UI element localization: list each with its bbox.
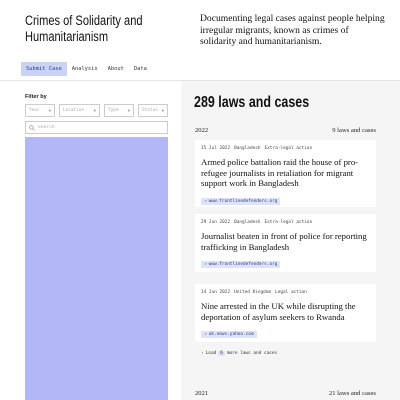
case-card[interactable] xyxy=(195,214,376,272)
source-link[interactable] xyxy=(201,331,257,338)
case-country: Bangladesh xyxy=(234,220,261,225)
load-more-count: 6 xyxy=(220,351,223,356)
filter-label: Filter by xyxy=(25,94,47,100)
filter-panel xyxy=(0,81,181,400)
type-select[interactable] xyxy=(104,104,134,117)
source-link[interactable] xyxy=(201,261,280,268)
nav-data[interactable]: Data xyxy=(133,66,147,72)
site-title[interactable]: Crimes of Solidarity and Humanitarianism xyxy=(25,13,143,44)
case-country: Bangladesh xyxy=(234,146,261,151)
load-more-suffix: more laws and cases xyxy=(226,351,278,356)
year-header-2021 xyxy=(195,390,376,397)
year-count: 21 laws and cases xyxy=(328,390,376,397)
case-type: Extra-legal action xyxy=(264,220,313,225)
link-icon: ⇒ xyxy=(204,332,207,338)
year-label: 2021 xyxy=(195,390,209,397)
case-title[interactable]: Journalist beaten in front of police for reporting trafficking in Bangladesh xyxy=(201,231,367,252)
site-header xyxy=(0,0,400,60)
search-box[interactable] xyxy=(25,121,168,134)
nav-submit-case[interactable]: Submit Case xyxy=(21,62,67,76)
status-select[interactable] xyxy=(138,104,168,117)
case-card[interactable] xyxy=(195,284,376,342)
case-meta xyxy=(201,220,370,225)
year-count: 9 laws and cases xyxy=(332,127,376,134)
year-label: 2022 xyxy=(195,127,209,134)
year-select[interactable] xyxy=(25,104,55,117)
source-link[interactable] xyxy=(201,198,280,205)
year-select-label: Year xyxy=(29,108,40,113)
site-description: Documenting legal cases against people helping irregular migrants, known as crimes of solidarity and humanitarianism. xyxy=(200,13,385,47)
case-meta xyxy=(201,290,370,295)
chevron-down-icon: ▼ xyxy=(127,108,130,113)
type-select-label: Type xyxy=(108,108,119,113)
chevron-down-icon: ▼ xyxy=(93,108,96,113)
load-more-prefix: Load xyxy=(205,351,217,356)
chevron-down-icon: ▼ xyxy=(48,108,51,113)
source-url: uk.news.yahoo.com xyxy=(208,332,254,338)
case-date: 14 Jun 2022 xyxy=(201,290,231,295)
case-type: Legal action xyxy=(275,290,307,295)
filter-row xyxy=(25,104,168,117)
results-title: 289 laws and cases xyxy=(194,94,310,111)
case-date: 29 Jun 2022 xyxy=(201,220,231,225)
nav-analysis[interactable]: Analysis xyxy=(71,66,98,72)
arrow-right-icon: › xyxy=(201,351,204,356)
search-icon xyxy=(29,125,35,131)
map-area[interactable] xyxy=(25,137,168,400)
link-icon: ⇒ xyxy=(204,198,207,204)
year-header-2022 xyxy=(195,127,376,134)
case-title[interactable]: Armed police battalion raid the house of pro-refugee journalists in retaliation for migrant support work in Bangladesh xyxy=(201,157,359,189)
search-input[interactable] xyxy=(38,125,158,130)
chevron-down-icon: ▼ xyxy=(161,108,164,113)
case-title[interactable]: Nine arrested in the UK while disrupting the deportation of asylum seekers to Rwanda xyxy=(201,301,356,322)
source-url: www.frontlinedefenders.org xyxy=(208,262,278,268)
load-more-button[interactable] xyxy=(201,351,277,356)
case-card[interactable] xyxy=(195,140,376,207)
case-type: Extra-legal action xyxy=(264,146,313,151)
case-date: 15 Jul 2022 xyxy=(201,146,231,151)
case-country: United Kingdom xyxy=(234,290,272,295)
link-icon: ⇒ xyxy=(204,262,207,268)
source-url: www.frontlinedefenders.org xyxy=(208,198,278,204)
location-select-label: Location xyxy=(63,108,85,113)
nav-about[interactable]: About xyxy=(107,66,124,72)
location-select[interactable] xyxy=(59,104,100,117)
status-select-label: Status xyxy=(142,108,158,113)
results-panel xyxy=(181,81,400,400)
case-meta xyxy=(201,146,370,151)
main-nav xyxy=(21,62,152,76)
